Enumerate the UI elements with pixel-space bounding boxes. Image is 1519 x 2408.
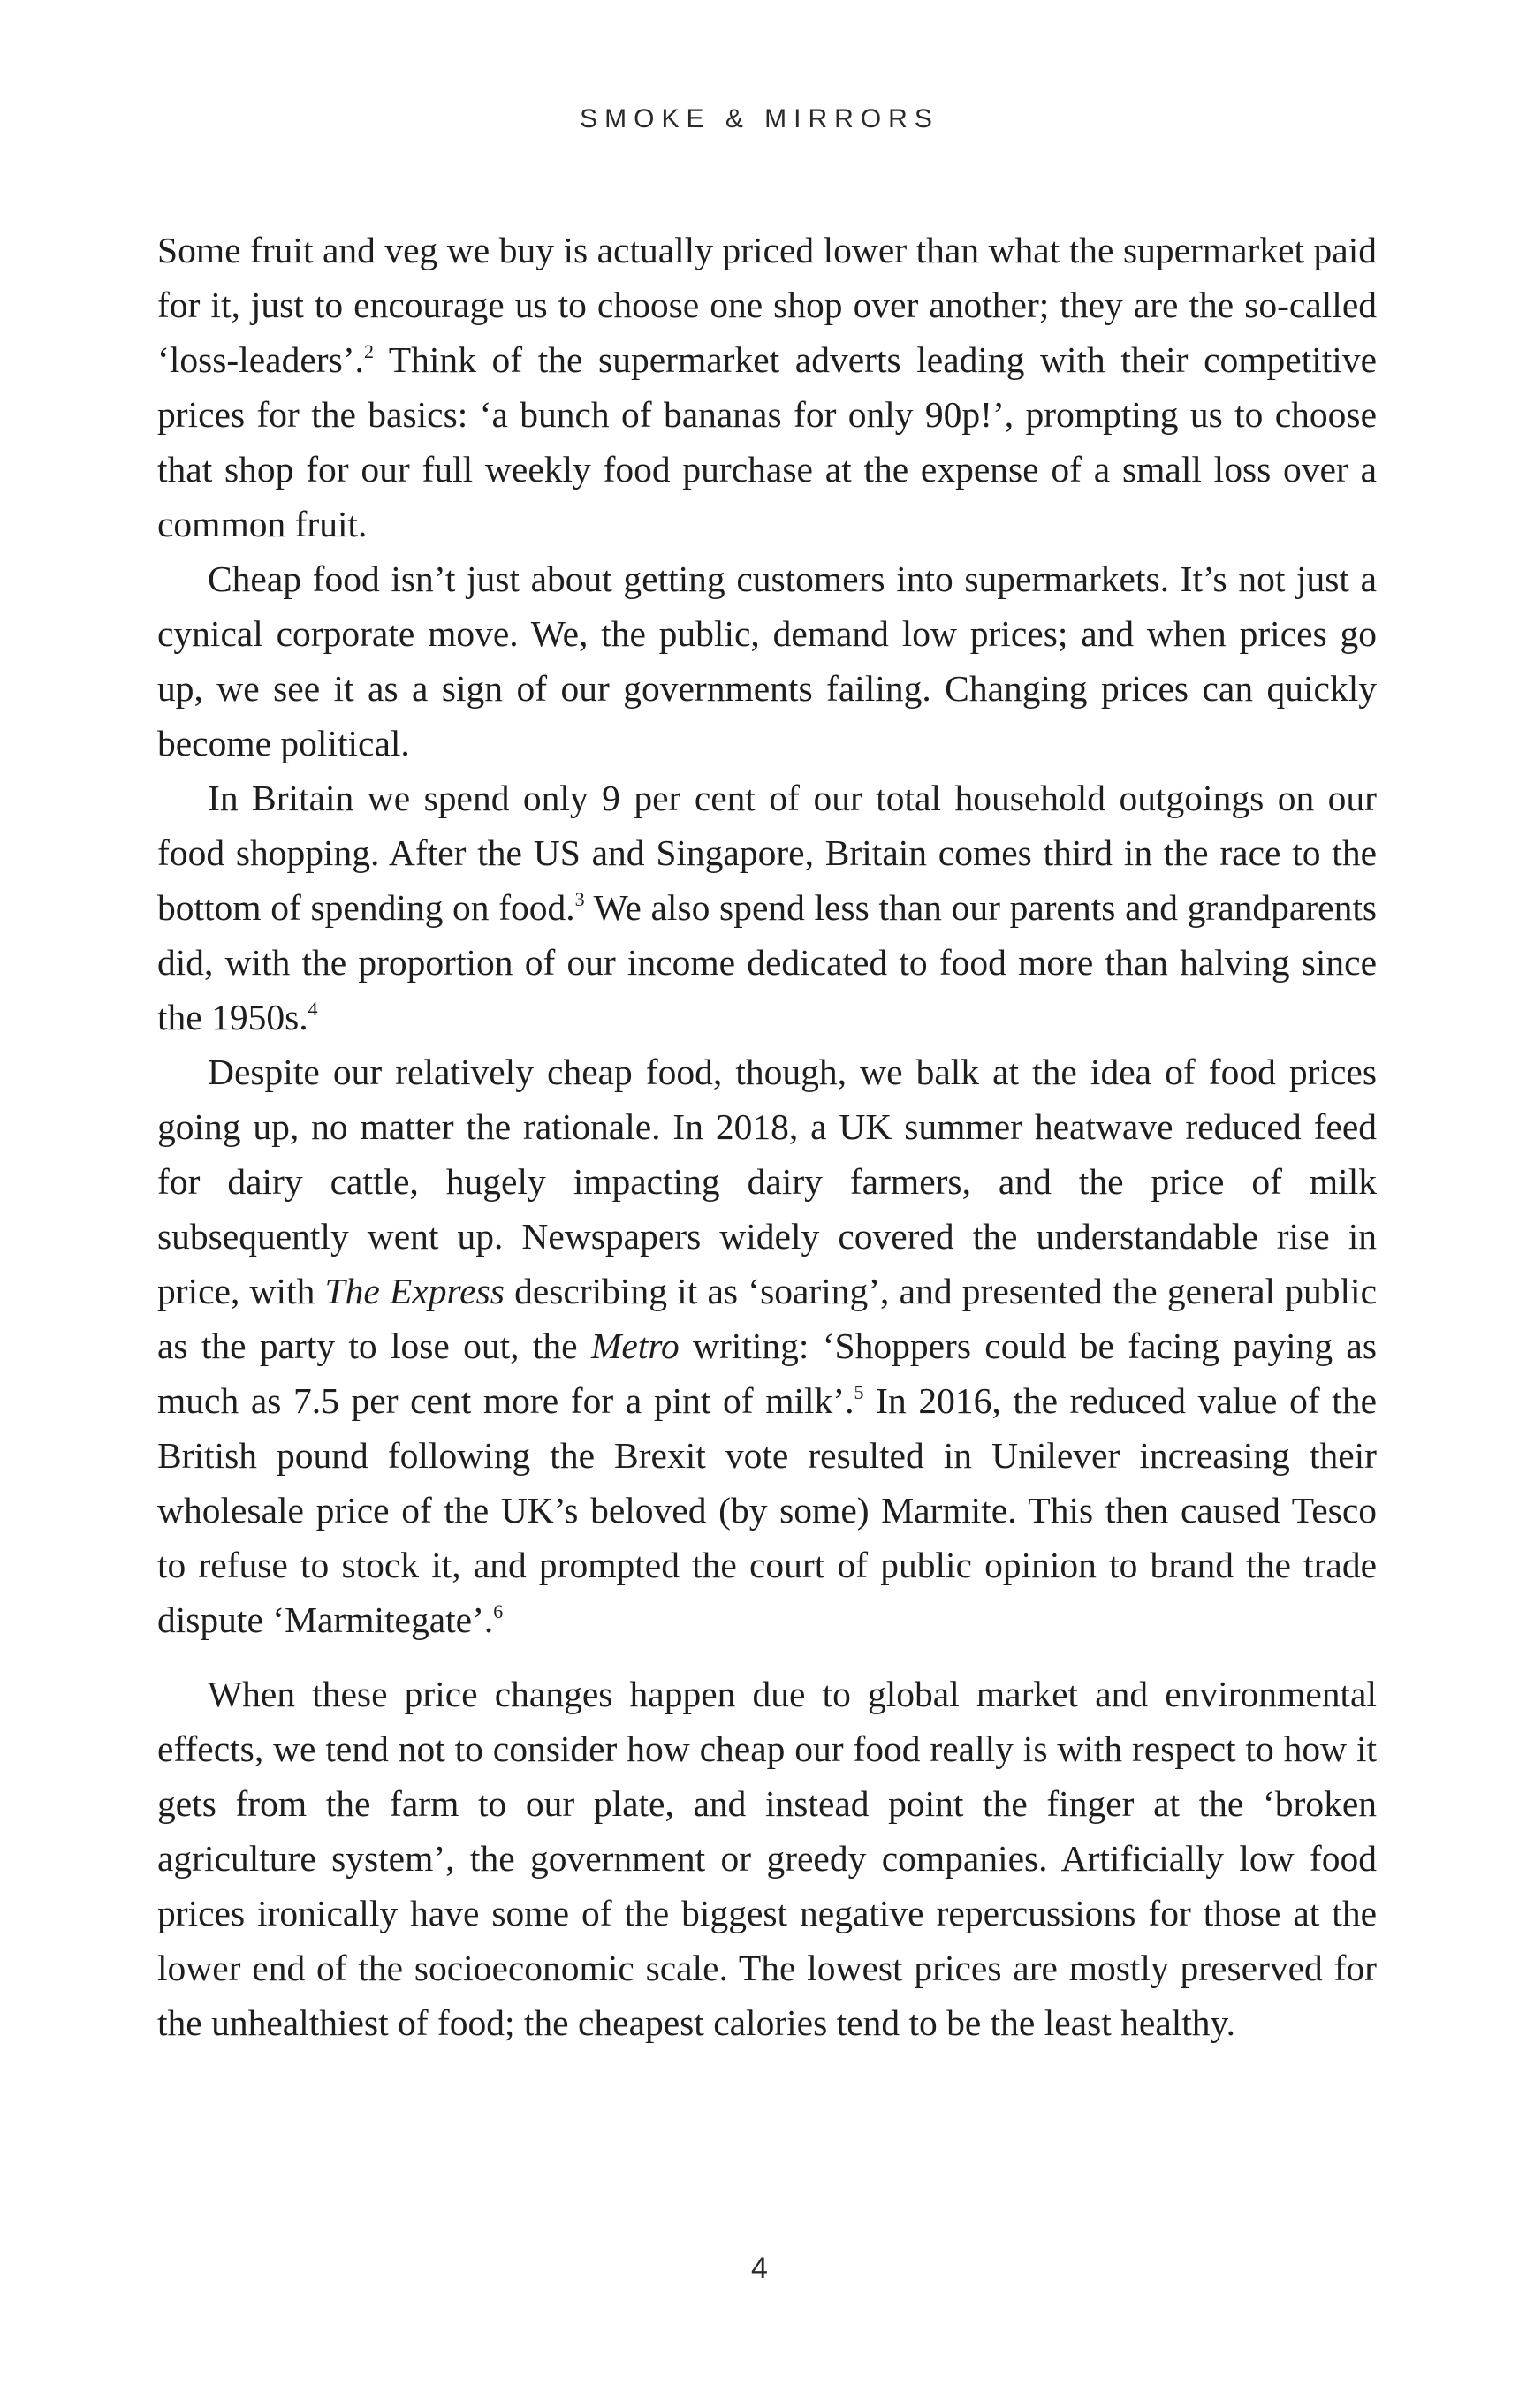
italic-title: Metro [590, 1326, 680, 1366]
footnote-ref: 6 [493, 1600, 504, 1622]
text-run: We also spend less than our parents and grandparents did, with the proportion of our income dedicated to food more than halving since the 1950s. [157, 887, 1377, 1037]
text-run: Some fruit and veg we buy is actually priced lower than what the supermarket paid for it, just to encourage us to choose one shop over another; they are the so-called ‘loss-leaders’. [157, 230, 1377, 380]
paragraph [157, 1667, 1377, 2050]
footnote-ref: 4 [308, 998, 318, 1020]
text-run: describing it as ‘soaring’, and presented the general public as the party to lose out, the [157, 1271, 1377, 1366]
text-run: Think of the supermarket adverts leading with their competitive prices for the basics: ‘a bunch of bananas for only 90p!’, prompting us to choose that shop for our full weekly food purchase at the expense of a small loss over a common fruit. [157, 339, 1377, 544]
running-head: SMOKE & MIRRORS [580, 104, 939, 133]
text-run: Cheap food isn’t just about getting customers into supermarkets. It’s not just a cynical corporate move. We, the public, demand low prices; and when prices go up, we see it as a sign of our governments failing. Changing prices can quickly become political. [157, 558, 1377, 763]
text-run: In 2016, the reduced value of the British pound following the Brexit vote resulted in Unilever increasing their wholesale price of the UK’s beloved (by some) Marmite. This then caused Tesco to refuse to stock it, and prompted the court of public opinion to brand the trade dispute ‘Marmitegate’. [157, 1380, 1377, 1640]
paragraph [157, 223, 1377, 551]
text-run: In Britain we spend only 9 per cent of our total household outgoings on our food shopping. After the US and Singapore, Britain comes third in the race to the bottom of spending on food. [157, 778, 1377, 928]
text-run: When these price changes happen due to global market and environmental effects, we tend not to consider how cheap our food really is with respect to how it gets from the farm to our plate, and instead point the finger at the ‘broken agriculture system’, the government or greedy companies. Artificially low food prices ironically have some of the biggest negative repercussions for those at the lower end of the socioeconomic scale. The lowest prices are mostly preserved for the unhealthiest of food; the cheapest calories tend to be the least healthy. [157, 1674, 1377, 2043]
paragraph [157, 1044, 1377, 1647]
footnote-ref: 3 [574, 888, 585, 910]
page-number: 4 [751, 2252, 768, 2285]
paragraph [157, 771, 1377, 1044]
text-run: writing: ‘Shoppers could be facing paying as much as 7.5 per cent more for a pint of milk’. [157, 1326, 1378, 1421]
footnote-ref: 5 [854, 1381, 864, 1403]
paragraph [157, 551, 1377, 771]
text-run: Despite our relatively cheap food, though, we balk at the idea of food prices going up, no matter the rationale. In 2018, a UK summer heatwave reduced feed for dairy cattle, hugely impacting dairy farmers, and the price of milk subsequently went up. Newspapers widely covered the understandable rise in price, with [157, 1052, 1377, 1311]
body-text [157, 223, 1377, 2050]
footnote-ref: 2 [363, 340, 374, 362]
italic-title: The Express [324, 1271, 505, 1311]
